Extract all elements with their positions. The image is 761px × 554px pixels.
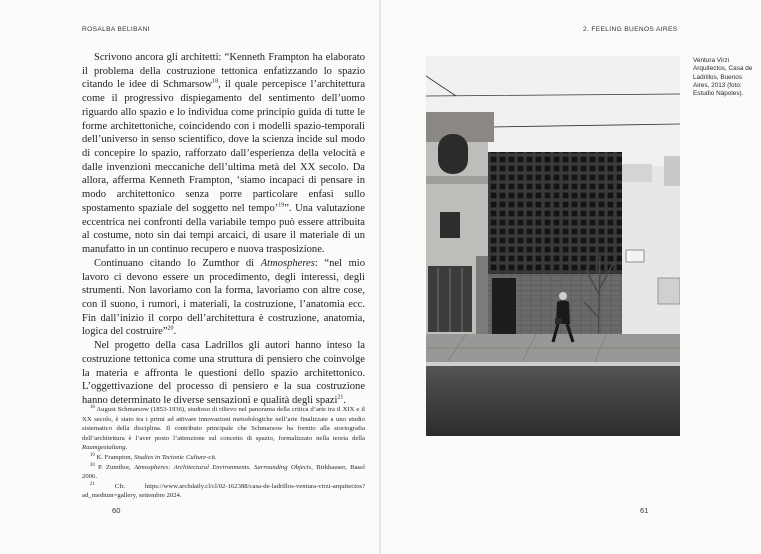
- brick-lattice-facade: [488, 152, 622, 274]
- street: [426, 366, 680, 436]
- paragraph-3: Nel progetto della casa Ladrillos gli autori hanno inteso la costruzione tettonica come una struttura di pensiero che coinvolge la materia e affronta le questioni dello spazio architettonico. L’oggettivazione del processo di pensiero e la sua costruzione hanno determinato le diverse sensazioni e qualità degli spazi$^{21}$.: [82, 340, 365, 406]
- paragraph-1: Scrivono ancora gli architetti: “Kenneth Frampton ha elaborato il problema della costruzione tettonica enfatizzando lo spazio citando le idee di Schmarsow$^{18}$, il quale percepisce l’architettura come il progressivo dispiegamento del sentimento dell’uomo riguardo allo spazio e lo individua come principio guida di tutte le forme architettoniche, coincidendo con i modelli spazio-temporali dell’universo in senso scientifico, dove la scienza incide sul modo di concepire lo spazio, rafforzato dall’esperienza della velocità e dalle invenzioni meccaniche dell’ultima metà del XX secolo. Da allora, afferma Kenneth Frampton, ‘siamo incapaci di pensare in modo architettonico senza porre particolare enfasi sullo spostamento spaziale del soggetto nel tempo’$^{19}$”. Una valutazione eccentrica nei confronti della variabile tempo può essere attribuita al costume, noto sin dai tempi arcaici, di usare il materiale di un manufatto in un continuo recupero e nuova trasposizione.: [82, 52, 365, 256]
- footnote-18: $^{18}$ August Schmarsow (1853-1936), studioso di rilievo nel panorama della critica d’arte tra il XIX e il XX secolo, è stato tra i primi ad attivare innovazioni metodologiche nell’arte finalizzate a uno studio sistematico della disciplina. Il contributo principale che Schmarsow ha fornito alla storiografia dell’architettura è l’aver posto l’attenzione sul concetto di spazio, formalizzato nella teoria della Raumgestaltung.: [82, 404, 365, 452]
- main-text-column: [82, 51, 365, 408]
- left-running-head: ROSALBA BELIBANI: [82, 26, 150, 33]
- footnote-ref-21[interactable]: 21: [337, 394, 344, 401]
- photo-caption: Ventura Virzi Arquitectos, Casa de Ladrillos, Buenos Aires, 2013 (foto: Estudio Nápoles).: [693, 57, 753, 98]
- footnote-ref-18[interactable]: 18: [212, 78, 219, 85]
- book-title: Atmospheres: [260, 257, 315, 269]
- arched-window: [438, 134, 468, 174]
- paragraph-2: Continuano citando lo Zumthor di Atmospheres: “nel mio lavoro ci devono essere un procedimento, degli interessi, degli strumenti. Non lavoriamo con la forma, lavoriamo con altre cose, con il suono, i rumori, i materiali, la costruzione, l’anatomia ecc. Fin dall’inizio il corpo dell’architettura è costruzione, anatomia, logica del costruire”$^{20}$.: [82, 257, 365, 338]
- footnote-21-link[interactable]: Cfr. https://www.archdaily.cl/cl/02-162388/casa-de-ladrillos-ventura-virzi-arquitectos?ad_medium=gallery, settembre 2024.: [82, 482, 365, 500]
- building-photo: [426, 56, 680, 436]
- photo-illustration: [426, 56, 680, 436]
- air-conditioner: [626, 250, 644, 262]
- footnote-ref-19[interactable]: 19: [278, 202, 285, 209]
- footnote-19: $^{19}$ K. Frampton, Studies in Tectonic Culture-cit.: [90, 452, 217, 461]
- footnote-21: $^{21}$ Cfr. https://www.archdaily.cl/cl/02-162388/casa-de-ladrillos-ventura-virzi-arquitectos?ad_medium=gallery, settembre 2024.: [82, 481, 365, 500]
- entrance-door: [492, 278, 516, 336]
- book-gutter: [379, 0, 381, 554]
- page-number-left: 60: [112, 506, 121, 515]
- footnote-20: $^{20}$ P. Zumthor, Atmospheres: Architectural Environments. Surrounding Objects, Birkhauser, Basel 2006.: [82, 462, 365, 481]
- footnotes: [82, 405, 365, 501]
- right-running-head: 2. FEELING BUENOS AIRES: [583, 26, 678, 33]
- footnote-ref-20[interactable]: 20: [167, 325, 174, 332]
- curb: [426, 362, 680, 366]
- page-number-right: 61: [640, 506, 649, 515]
